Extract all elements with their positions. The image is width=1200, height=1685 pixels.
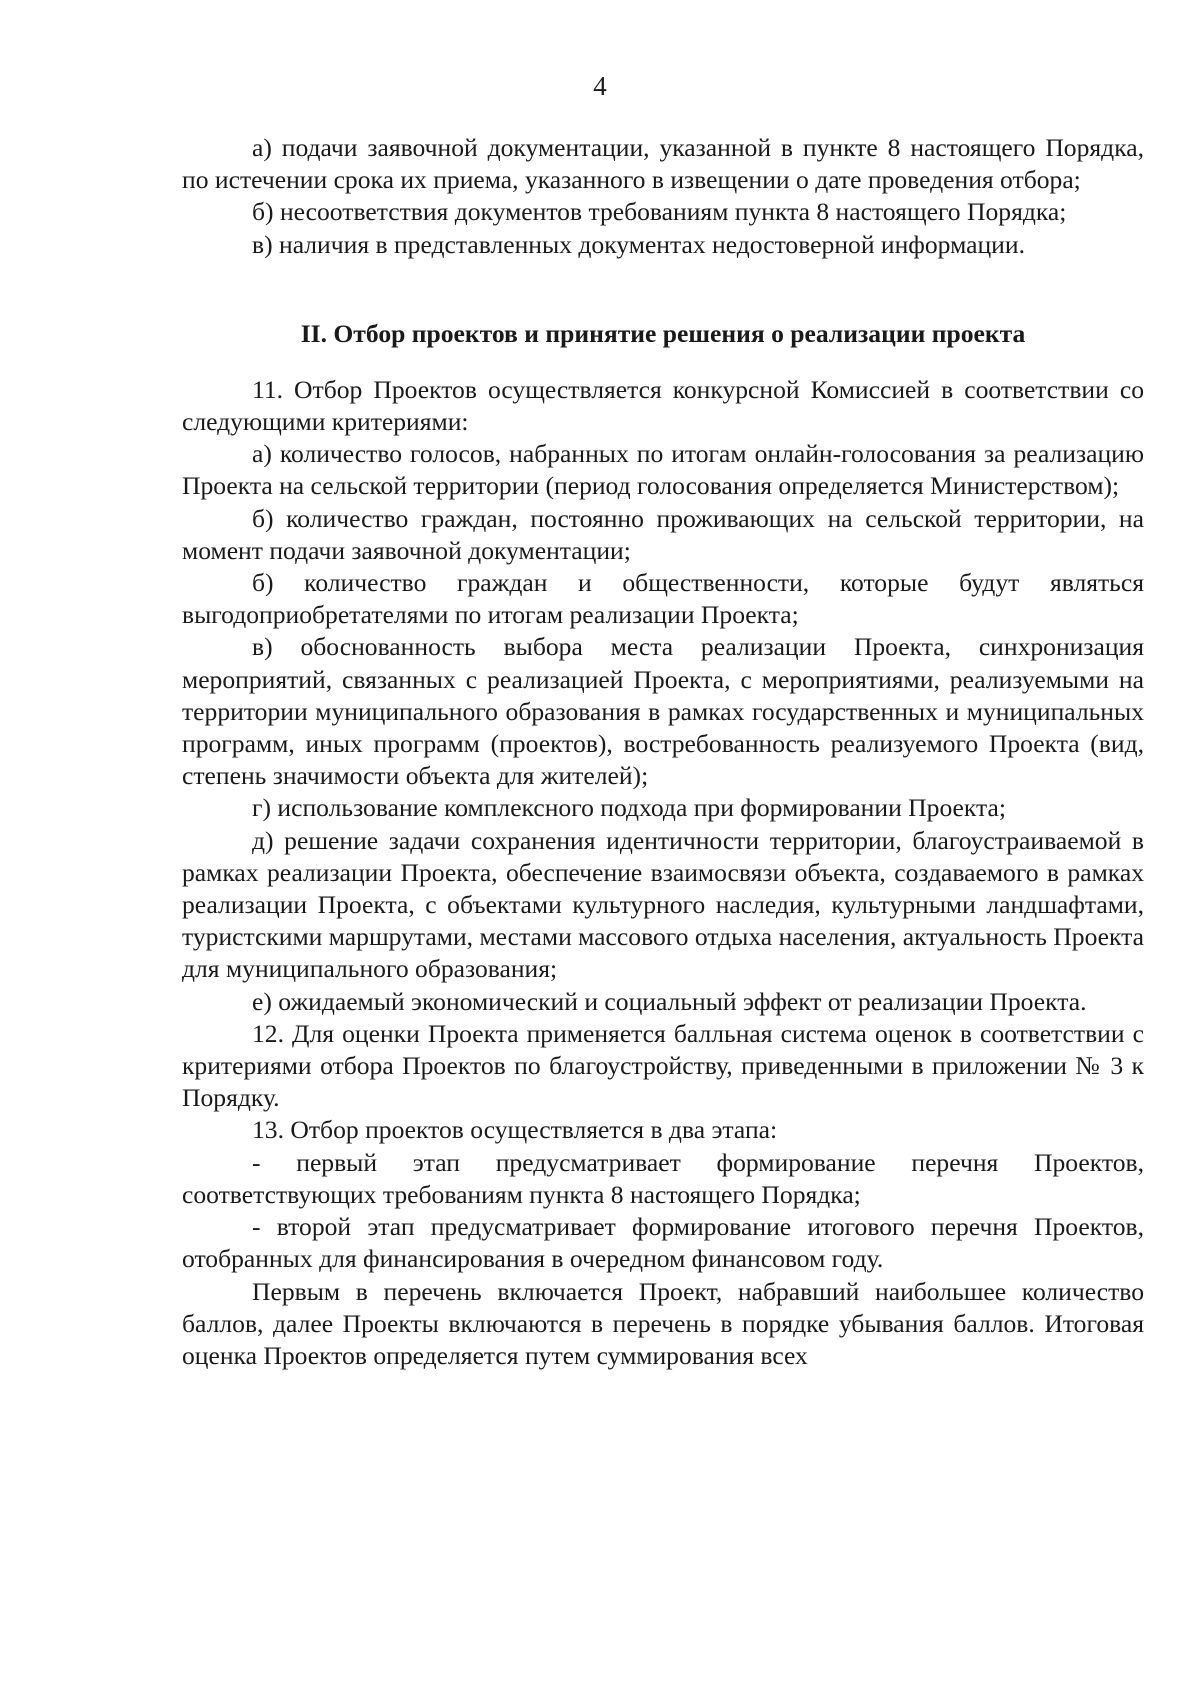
criterion-g: г) использование комплексного подхода при формировании Проекта; (252, 793, 1006, 823)
paragraph-12: 12. Для оценки Проекта применяется балльная система оценок в соответствии с критериями отбора Проектов по благоустройству, приведенными в приложении № 3 к Порядку. (182, 1018, 1144, 1113)
intro-paragraph-v: в) наличия в представленных документах недостоверной информации. (252, 229, 1025, 259)
criterion-e: е) ожидаемый экономический и социальный эффект от реализации Проекта. (252, 986, 1087, 1016)
page-number: 4 (593, 71, 607, 101)
criterion-a: а) количество голосов, набранных по итогам онлайн-голосования за реализацию Проекта на сельской территории (период голосования определяется Министерством); (182, 439, 1144, 501)
stage-two: - второй этап предусматривает формирование итогового перечня Проектов, отобранных для финансирования в очередном финансовом году. (182, 1212, 1144, 1274)
criterion-b-residents: б) количество граждан, постоянно проживающих на сельской территории, на момент подачи заявочной документации; (182, 503, 1144, 565)
intro-paragraph-a: а) подачи заявочной документации, указанной в пункте 8 настоящего Порядка, по истечении срока их приема, указанного в извещении о дате проведения отбора; (182, 133, 1144, 195)
document-body (182, 132, 1144, 1372)
stage-one: - первый этап предусматривает формирование перечня Проектов, соответствующих требованиям пункта 8 настоящего Порядка; (182, 1147, 1144, 1209)
criterion-d: д) решение задачи сохранения идентичности территории, благоустраиваемой в рамках реализации Проекта, обеспечение взаимосвязи объекта, создаваемого в рамках реализации Проекта, с объектами культурного наследия, культурными ландшафтами, туристскими маршрутами, местами массового отдыха населения, актуальность Проекта для муниципального образования; (182, 825, 1144, 984)
intro-paragraph-b: б) несоответствия документов требованиям пункта 8 настоящего Порядка; (252, 197, 1067, 227)
paragraph-13: 13. Отбор проектов осуществляется в два этапа: (252, 1115, 778, 1145)
paragraph-11: 11. Отбор Проектов осуществляется конкурсной Комиссией в соответствии со следующими критериями: (182, 374, 1144, 437)
ranking-paragraph: Первым в перечень включается Проект, набравший наибольшее количество баллов, далее Проекты включаются в перечень в порядке убывания баллов. Итоговая оценка Проектов определяется путем суммирования всех (182, 1276, 1144, 1370)
section-heading: II. Отбор проектов и принятие решения о реализации проекта (300, 318, 1026, 348)
criterion-v: в) обоснованность выбора места реализации Проекта, синхронизация мероприятий, связанных с реализацией Проекта, с мероприятиями, реализуемыми на территории муниципального образования в рамках государственных и муниципальных программ, иных программ (проектов), востребованность реализуемого Проекта (вид, степень значимости объекта для жителей); (182, 632, 1144, 791)
criterion-b-beneficiaries: б) количество граждан и общественности, которые будут являться выгодоприобретателями по итогам реализации Проекта; (182, 568, 1144, 630)
